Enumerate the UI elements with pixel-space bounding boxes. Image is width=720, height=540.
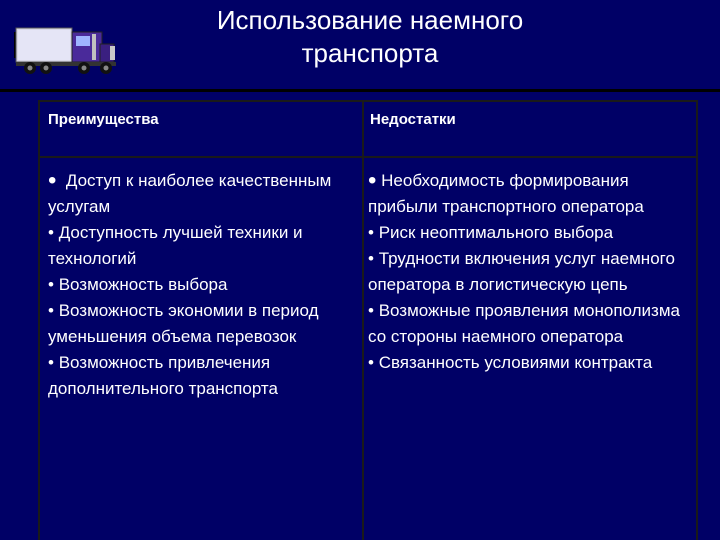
list-item: • Возможность привлечения дополнительного транспорта <box>48 353 278 398</box>
header-disadvantages: Недостатки <box>370 111 456 128</box>
list-item: • Доступность лучшей техники и технологий <box>48 223 303 268</box>
list-item: • Доступ к наиболее качественным услугам <box>48 167 332 216</box>
list-item: • Трудности включения услуг наемного оператора в логистическую цепь <box>368 249 675 294</box>
slide-title-line-2: транспорта <box>301 38 439 68</box>
header-advantages: Преимущества <box>48 111 159 128</box>
list-item: • Возможность экономии в период уменьшения объема перевозок <box>48 301 319 346</box>
list-item: • Возможность выбора <box>48 275 228 294</box>
slide-title <box>150 4 590 70</box>
list-item: • Возможные проявления монополизма со стороны наемного оператора <box>368 301 680 346</box>
disadvantages-list <box>368 168 696 376</box>
advantages-list <box>48 168 360 402</box>
list-item: • Необходимость формирования прибыли транспортного оператора <box>368 167 644 216</box>
column-divider <box>362 102 364 540</box>
truck-icon <box>14 22 118 76</box>
title-divider <box>0 89 720 92</box>
list-item: • Риск неоптимального выбора <box>368 223 614 242</box>
list-item: • Связанность условиями контракта <box>368 353 653 372</box>
slide-title-line-1: Использование наемного <box>216 5 524 35</box>
comparison-table <box>38 100 698 540</box>
